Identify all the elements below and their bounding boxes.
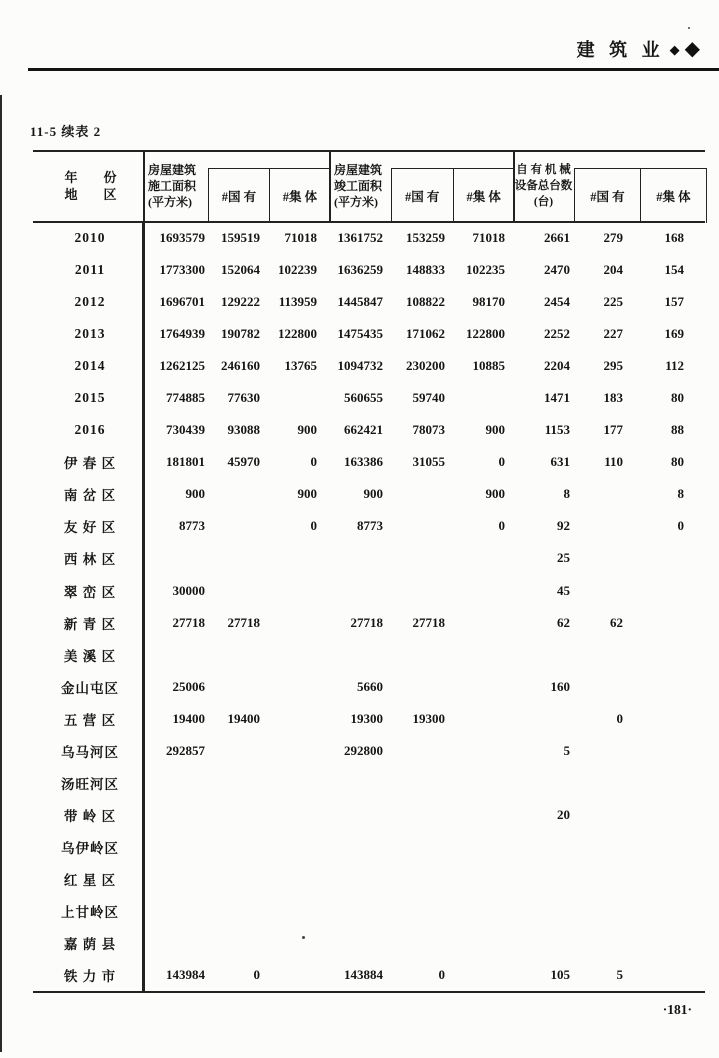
cell: 98170 bbox=[472, 294, 505, 310]
row-label: 友 好 区 bbox=[38, 510, 143, 542]
cell bbox=[391, 575, 452, 607]
row-label: 乌伊岭区 bbox=[38, 831, 143, 863]
table-row bbox=[38, 927, 705, 959]
page-header bbox=[577, 36, 700, 62]
cell: 631 bbox=[550, 454, 570, 470]
cell: 1094732 bbox=[337, 358, 383, 374]
cell bbox=[637, 542, 705, 574]
row-label: 铁 力 市 bbox=[38, 959, 143, 991]
column-header-collective: #集 体 bbox=[453, 169, 515, 223]
cell: 113959 bbox=[278, 294, 317, 310]
cell: 30000 bbox=[172, 582, 205, 598]
cell bbox=[452, 927, 513, 959]
cell bbox=[637, 607, 705, 639]
cell bbox=[208, 575, 268, 607]
cell: 5 bbox=[563, 742, 570, 758]
table-row bbox=[38, 478, 705, 510]
table-row bbox=[38, 254, 705, 286]
cell: 0 bbox=[677, 518, 684, 534]
cell: 1262125 bbox=[159, 358, 205, 374]
cell bbox=[208, 510, 268, 542]
cell: 0 bbox=[616, 710, 623, 726]
cell: 102239 bbox=[278, 262, 317, 278]
subheader-box bbox=[208, 168, 330, 223]
cell: 1361752 bbox=[337, 230, 383, 246]
cell: 80 bbox=[671, 390, 684, 406]
cell: 62 bbox=[610, 614, 623, 630]
cell bbox=[391, 927, 452, 959]
cell bbox=[574, 799, 637, 831]
cell bbox=[268, 895, 329, 927]
cell: 1693579 bbox=[159, 230, 205, 246]
column-header-machinery: 自 有 机 械 设备总台数 (台) bbox=[514, 164, 573, 208]
cell bbox=[268, 607, 329, 639]
cell bbox=[574, 927, 637, 959]
cell bbox=[637, 831, 705, 863]
cell bbox=[391, 831, 452, 863]
row-label: 新 青 区 bbox=[38, 607, 143, 639]
row-label: 2010 bbox=[38, 222, 143, 254]
row-label: 上甘岭区 bbox=[38, 895, 143, 927]
cell: 168 bbox=[664, 230, 684, 246]
table-row bbox=[38, 799, 705, 831]
cell bbox=[637, 735, 705, 767]
table-row bbox=[38, 831, 705, 863]
cell: 27718 bbox=[227, 614, 260, 630]
cell bbox=[637, 927, 705, 959]
cell bbox=[208, 767, 268, 799]
cell: 129222 bbox=[221, 294, 260, 310]
cell bbox=[329, 799, 391, 831]
cell: 1773300 bbox=[159, 262, 205, 278]
cell: 730439 bbox=[166, 422, 205, 438]
cell bbox=[574, 510, 637, 542]
cell bbox=[637, 799, 705, 831]
cell: 169 bbox=[664, 326, 684, 342]
cell bbox=[208, 671, 268, 703]
cell: 0 bbox=[498, 518, 505, 534]
cell: 183 bbox=[603, 390, 623, 406]
table-row bbox=[38, 671, 705, 703]
table-row bbox=[38, 350, 705, 382]
subheader-box bbox=[574, 168, 707, 223]
row-label: 2015 bbox=[38, 382, 143, 414]
row-label: 伊 春 区 bbox=[38, 446, 143, 478]
cell bbox=[143, 927, 208, 959]
cell bbox=[574, 895, 637, 927]
cell bbox=[143, 895, 208, 927]
cell bbox=[637, 639, 705, 671]
row-label: 2011 bbox=[38, 254, 143, 286]
row-label: 带 岭 区 bbox=[38, 799, 143, 831]
cell: 900 bbox=[297, 422, 317, 438]
cell bbox=[574, 671, 637, 703]
table-row bbox=[38, 607, 705, 639]
cell bbox=[208, 735, 268, 767]
cell bbox=[329, 831, 391, 863]
cell bbox=[637, 671, 705, 703]
table-bottom-border bbox=[33, 991, 705, 993]
cell: 159519 bbox=[221, 230, 260, 246]
row-label: 美 溪 区 bbox=[38, 639, 143, 671]
cell bbox=[143, 542, 208, 574]
cell: 122800 bbox=[278, 326, 317, 342]
cell: 108822 bbox=[406, 294, 445, 310]
table-body bbox=[38, 222, 705, 991]
cell bbox=[268, 799, 329, 831]
cell: 0 bbox=[310, 454, 317, 470]
cell bbox=[268, 542, 329, 574]
cell bbox=[329, 863, 391, 895]
cell bbox=[513, 767, 574, 799]
cell bbox=[452, 382, 513, 414]
cell: 190782 bbox=[221, 326, 260, 342]
cell bbox=[268, 382, 329, 414]
cell: 0 bbox=[253, 967, 260, 983]
row-label: 2014 bbox=[38, 350, 143, 382]
cell bbox=[329, 767, 391, 799]
cell bbox=[208, 799, 268, 831]
cell bbox=[574, 639, 637, 671]
cell: 19400 bbox=[172, 710, 205, 726]
diamond-icon: ◆ bbox=[669, 41, 680, 57]
cell: 77630 bbox=[227, 390, 260, 406]
table-row bbox=[38, 767, 705, 799]
cell: 78073 bbox=[412, 422, 445, 438]
cell bbox=[513, 895, 574, 927]
cell bbox=[574, 575, 637, 607]
cell bbox=[452, 863, 513, 895]
column-header-state-owned: #国 有 bbox=[221, 190, 257, 204]
row-label: 金山屯区 bbox=[38, 671, 143, 703]
table-row bbox=[38, 735, 705, 767]
cell: 19300 bbox=[350, 710, 383, 726]
cell bbox=[452, 542, 513, 574]
scan-edge-line bbox=[0, 95, 2, 1052]
table-row bbox=[38, 703, 705, 735]
cell bbox=[637, 863, 705, 895]
cell: 163386 bbox=[344, 454, 383, 470]
cell bbox=[452, 671, 513, 703]
cell bbox=[452, 831, 513, 863]
cell bbox=[208, 831, 268, 863]
cell bbox=[513, 927, 574, 959]
cell: 20 bbox=[557, 806, 570, 822]
cell bbox=[208, 927, 268, 959]
cell: 2204 bbox=[544, 358, 570, 374]
cell: 1471 bbox=[544, 390, 570, 406]
column-header-state-owned: #国 有 bbox=[590, 190, 625, 204]
row-label: 翠 峦 区 bbox=[38, 575, 143, 607]
cell: 105 bbox=[550, 967, 570, 983]
row-label: 嘉 荫 县 bbox=[38, 927, 143, 959]
cell bbox=[268, 831, 329, 863]
data-table bbox=[38, 150, 705, 993]
cell bbox=[391, 767, 452, 799]
cell: 295 bbox=[603, 358, 623, 374]
cell: 292857 bbox=[166, 742, 205, 758]
row-label: 南 岔 区 bbox=[38, 478, 143, 510]
cell: 153259 bbox=[406, 230, 445, 246]
cell: 157 bbox=[664, 294, 684, 310]
cell bbox=[513, 639, 574, 671]
cell: 1764939 bbox=[159, 326, 205, 342]
cell bbox=[143, 799, 208, 831]
cell bbox=[574, 735, 637, 767]
row-label: 2012 bbox=[38, 286, 143, 318]
cell bbox=[268, 959, 329, 991]
cell: 152064 bbox=[221, 262, 260, 278]
cell bbox=[268, 703, 329, 735]
cell bbox=[329, 542, 391, 574]
row-label: 红 星 区 bbox=[38, 863, 143, 895]
scan-speck bbox=[688, 27, 690, 29]
cell: 71018 bbox=[284, 230, 317, 246]
cell: 92 bbox=[557, 518, 570, 534]
cell bbox=[391, 895, 452, 927]
cell: 8 bbox=[563, 486, 570, 502]
cell bbox=[574, 542, 637, 574]
cell: 230200 bbox=[406, 358, 445, 374]
row-label: 2013 bbox=[38, 318, 143, 350]
cell bbox=[268, 639, 329, 671]
cell: 27718 bbox=[350, 614, 383, 630]
cell bbox=[329, 575, 391, 607]
cell: 5660 bbox=[357, 678, 383, 694]
cell bbox=[329, 639, 391, 671]
cell: 31055 bbox=[412, 454, 445, 470]
cell: 102235 bbox=[466, 262, 505, 278]
cell: 27718 bbox=[412, 614, 445, 630]
cell bbox=[391, 799, 452, 831]
cell: 25 bbox=[557, 550, 570, 566]
row-label: 汤旺河区 bbox=[38, 767, 143, 799]
cell: 662421 bbox=[344, 422, 383, 438]
cell bbox=[574, 863, 637, 895]
cell bbox=[513, 703, 574, 735]
cell bbox=[452, 767, 513, 799]
cell: 19300 bbox=[412, 710, 445, 726]
cell: 2252 bbox=[544, 326, 570, 342]
cell: 2470 bbox=[544, 262, 570, 278]
cell: 62 bbox=[557, 614, 570, 630]
table-row bbox=[38, 286, 705, 318]
cell bbox=[637, 767, 705, 799]
cell: 900 bbox=[363, 486, 383, 502]
cell bbox=[637, 703, 705, 735]
cell: 13765 bbox=[284, 358, 317, 374]
column-header-year-region bbox=[38, 150, 143, 222]
cell bbox=[208, 542, 268, 574]
cell bbox=[637, 895, 705, 927]
cell bbox=[452, 895, 513, 927]
cell: 8 bbox=[677, 486, 684, 502]
cell: 148833 bbox=[406, 262, 445, 278]
cell bbox=[637, 959, 705, 991]
cell bbox=[574, 767, 637, 799]
cell bbox=[513, 831, 574, 863]
table-row bbox=[38, 959, 705, 991]
cell bbox=[637, 575, 705, 607]
page-number: ·181· bbox=[662, 1002, 692, 1017]
cell: 0 bbox=[310, 518, 317, 534]
cell bbox=[452, 575, 513, 607]
cell bbox=[329, 927, 391, 959]
table-row bbox=[38, 575, 705, 607]
cell: 560655 bbox=[344, 390, 383, 406]
cell: 110 bbox=[604, 454, 623, 470]
cell: 1475435 bbox=[337, 326, 383, 342]
cell: 5 bbox=[616, 967, 623, 983]
diamond-icon: ◆ bbox=[684, 38, 700, 60]
cell: 227 bbox=[603, 326, 623, 342]
cell bbox=[208, 639, 268, 671]
cell bbox=[208, 895, 268, 927]
column-header-completed-area: 房屋建筑 竣工面积 (平方米) bbox=[334, 163, 383, 209]
row-label: 西 林 区 bbox=[38, 542, 143, 574]
table-row bbox=[38, 542, 705, 574]
cell: 8773 bbox=[179, 518, 205, 534]
cell: 774885 bbox=[166, 390, 205, 406]
cell: 143884 bbox=[344, 967, 383, 983]
cell: 279 bbox=[603, 230, 623, 246]
table-row bbox=[38, 446, 705, 478]
cell bbox=[513, 863, 574, 895]
cell bbox=[391, 863, 452, 895]
cell bbox=[391, 478, 452, 510]
cell bbox=[452, 735, 513, 767]
cell bbox=[391, 671, 452, 703]
cell bbox=[143, 831, 208, 863]
cell bbox=[268, 767, 329, 799]
cell: 225 bbox=[603, 294, 623, 310]
cell: 1445847 bbox=[337, 294, 383, 310]
cell: 59740 bbox=[412, 390, 445, 406]
subheader-box bbox=[391, 168, 514, 223]
cell: 93088 bbox=[227, 422, 260, 438]
cell: 0 bbox=[438, 967, 445, 983]
cell bbox=[574, 478, 637, 510]
row-label: 乌马河区 bbox=[38, 735, 143, 767]
cell: 80 bbox=[671, 454, 684, 470]
cell bbox=[268, 863, 329, 895]
cell: 122800 bbox=[466, 326, 505, 342]
table-row bbox=[38, 318, 705, 350]
cell bbox=[208, 478, 268, 510]
cell: 45970 bbox=[227, 454, 260, 470]
cell: 204 bbox=[603, 262, 623, 278]
cell bbox=[143, 639, 208, 671]
table-row bbox=[38, 414, 705, 446]
table-row bbox=[38, 382, 705, 414]
cell: 88 bbox=[671, 422, 684, 438]
cell bbox=[452, 959, 513, 991]
cell: 292800 bbox=[344, 742, 383, 758]
cell bbox=[268, 671, 329, 703]
cell: 900 bbox=[297, 486, 317, 502]
cell bbox=[452, 799, 513, 831]
cell bbox=[391, 542, 452, 574]
chapter-title: 建 筑 业 bbox=[576, 40, 665, 60]
cell bbox=[268, 575, 329, 607]
cell: 2661 bbox=[544, 230, 570, 246]
cell bbox=[391, 510, 452, 542]
cell bbox=[452, 607, 513, 639]
cell: 171062 bbox=[406, 326, 445, 342]
cell bbox=[574, 831, 637, 863]
column-header-year: 年 份 bbox=[64, 170, 117, 185]
cell bbox=[143, 767, 208, 799]
cell: 45 bbox=[557, 582, 570, 598]
cell: 8773 bbox=[357, 518, 383, 534]
cell: 10885 bbox=[472, 358, 505, 374]
cell: 27718 bbox=[172, 614, 205, 630]
cell bbox=[143, 863, 208, 895]
cell: 1696701 bbox=[159, 294, 205, 310]
row-label: 2016 bbox=[38, 414, 143, 446]
cell bbox=[452, 703, 513, 735]
cell bbox=[452, 639, 513, 671]
column-header-collective: #集 体 bbox=[269, 169, 330, 223]
cell: 25006 bbox=[172, 678, 205, 694]
cell: 900 bbox=[185, 486, 205, 502]
cell bbox=[329, 895, 391, 927]
cell: 112 bbox=[665, 358, 684, 374]
table-row bbox=[38, 510, 705, 542]
column-header-construction-area: 房屋建筑 施工面积 (平方米) bbox=[148, 163, 197, 209]
cell: 900 bbox=[485, 486, 505, 502]
header-rule bbox=[28, 68, 719, 71]
cell bbox=[391, 735, 452, 767]
cell bbox=[391, 639, 452, 671]
column-header-collective: #集 体 bbox=[640, 169, 706, 223]
table-label: 11-5 续表 2 bbox=[30, 124, 102, 139]
row-label: 五 营 区 bbox=[38, 703, 143, 735]
cell bbox=[208, 863, 268, 895]
column-header-region: 地 区 bbox=[64, 187, 117, 202]
cell: 154 bbox=[664, 262, 684, 278]
cell: 0 bbox=[498, 454, 505, 470]
cell: 246160 bbox=[221, 358, 260, 374]
cell: 19400 bbox=[227, 710, 260, 726]
cell: 181801 bbox=[166, 454, 205, 470]
table-row bbox=[38, 222, 705, 254]
table-row bbox=[38, 639, 705, 671]
table-row bbox=[38, 895, 705, 927]
cell bbox=[268, 927, 329, 959]
cell: 177 bbox=[603, 422, 623, 438]
cell: 160 bbox=[550, 678, 570, 694]
cell: 71018 bbox=[472, 230, 505, 246]
column-header-state-owned: #国 有 bbox=[405, 190, 440, 204]
cell: 1636259 bbox=[337, 262, 383, 278]
cell bbox=[268, 735, 329, 767]
cell: 2454 bbox=[544, 294, 570, 310]
cell: 900 bbox=[485, 422, 505, 438]
cell: 1153 bbox=[544, 422, 570, 438]
table-row bbox=[38, 863, 705, 895]
cell: 143984 bbox=[166, 967, 205, 983]
